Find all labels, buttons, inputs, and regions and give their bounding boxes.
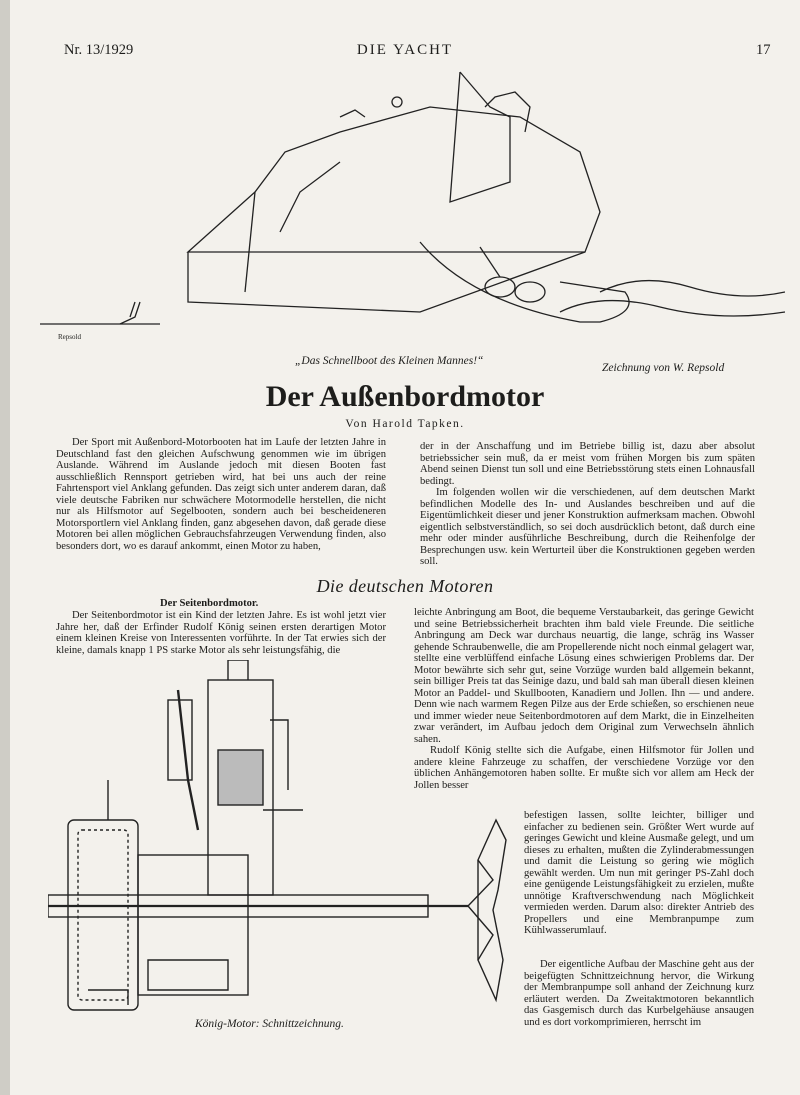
subsection-heading: Der Seitenbordmotor. — [160, 598, 259, 609]
intro-paragraph: der in der Anschaffung und im Betriebe billig ist, dazu aber absolut betriebssicher sein muß, da er meist vom frühen Morgen bis zum späten Abend seinen Dienst tun soll und eine Betriebsstörung stets einen Lohnausfall bedingt. — [420, 441, 755, 487]
cartoon-illustration — [40, 62, 785, 362]
artist-signature: Repsold — [58, 333, 81, 341]
body-column-right-narrow — [524, 810, 754, 937]
magazine-title: DIE YACHT — [356, 42, 454, 58]
body-column-right-narrow-2 — [524, 959, 754, 1028]
article-byline: Von Harold Tapken. — [345, 418, 465, 430]
illustration-caption: „Das Schnellboot des Kleinen Mannes!“ — [295, 355, 484, 367]
issue-number: Nr. 13/1929 — [64, 42, 134, 58]
engine-cross-section-drawing — [48, 660, 523, 1042]
body-paragraph: Rudolf König stellte sich die Aufgabe, einen Hilfsmotor für Jollen und andere kleine Fahrzeuge zu schaffen, der verschiedene Vorzüge vor den üblichen Anhängemotoren haben sollte. Er mußte sich vor allem am Heck der Jollen besser — [414, 745, 754, 791]
binding-margin — [0, 0, 10, 1095]
article-title: Der Außenbordmotor — [265, 380, 545, 413]
intro-column-left — [56, 437, 386, 552]
page-number: 17 — [756, 42, 771, 58]
section-heading: Die deutschen Motoren — [316, 576, 494, 596]
body-paragraph: befestigen lassen, sollte leichter, billiger und einfacher zu bedienen sein. Größter Wert wurde auf geringes Gewicht und kleine Ausmaße gelegt, und um dieses zu erhalten, mußten die Zylinderabmessungen und damit die Leistung so gering wie möglich gewählt werden. Um nun mit geringer PS-Zahl doch eine genügende Leistungsfähigkeit zu erzielen, mußte unnötige Kraftverschwendung nach Möglichkeit vermieden werden. Darum also: direkter Antrieb des Propellers und eine Membranpumpe zum Kühlwasserumlauf. — [524, 810, 754, 936]
magazine-page — [10, 0, 800, 1095]
intro-column-right — [420, 441, 755, 568]
intro-paragraph: Der Sport mit Außenbord-Motorbooten hat im Laufe der letzten Jahre in Deutschland fast den gleichen Aufschwung genommen wie im übrigen Auslande. Während im Auslande jedoch mit diesen Booten fast ausschließlich Rennsport getrieben wird, hat bei uns auch der reine Fahrtensport viel Anklang gefunden. Das zeigt sich unter anderem daran, daß viele deutsche Fabriken nur schwächere Motormodelle herstellen, die nicht nur als Hilfsmotor auf Segelbooten, sondern auch bei bescheideneren Motorsportlern viel Anklang finden, ganz abgesehen davon, daß gerade diese Motoren bei allen möglichen Gebrauchsfahrzeugen Verwendung finden, also besonders dort, wo es darauf ankommt, einen Motor zu haben, — [56, 437, 386, 552]
body-paragraph: Der Seitenbordmotor ist ein Kind der letzten Jahre. Es ist wohl jetzt vier Jahre her, daß der Erfinder Rudolf König seinen ersten derartigen Motor einem kleinen Kreise von Interessenten vorführte. In der Tat erwies sich der kleine, damals knapp 1 PS starke Motor als sehr leistungsfähig, die — [56, 610, 386, 656]
intro-paragraph: Im folgenden wollen wir die verschiedenen, auf dem deutschen Markt befindlichen Modelle des In- und Auslandes beschreiben und auf die Eigentümlichkeit dieser und jener Konstruktion aufmerksam machen. Obwohl eigentlich selbstverständlich, so sei doch ausdrücklich betont, daß durch eine mehr oder minder ausführliche Beschreibung, durch die Reihenfolge der Besprechungen usw. kein Werturteil über die Konstruktionen gegeben werden soll. — [420, 487, 755, 567]
figure-caption: König-Motor: Schnittzeichnung. — [195, 1018, 344, 1030]
body-paragraph: Der eigentliche Aufbau der Maschine geht aus der beigefügten Schnittzeichnung hervor, die Wirkung der Membranpumpe soll anhand der Zeichnung kurz erläutert werden. Da Zweitaktmotoren bekanntlich das Gasgemisch durch das Kurbelgehäuse ansaugen und es dort vorkomprimieren, herrscht im — [524, 959, 754, 1028]
illustration-credit: Zeichnung von W. Repsold — [602, 362, 725, 374]
body-paragraph: leichte Anbringung am Boot, die bequeme Verstaubarkeit, das geringe Gewicht und seine Betriebssicherheit brachten ihm bald viele Freunde. Die seitliche Anbringung am Deck war durchaus neuartig, die lange, schräg ins Wasser gehende Schraubenwelle, die am Propellerende nicht noch einmal gelagert war, stellte eine verblüffend einfache Lösung eines schwierigen Problems dar. Der Motor bewährte sich sehr gut, seine Vorzüge wurden bald allgemein bekannt, sein billiger Preis tat das Seinige dazu, und bald sah man überall diesen kleinen Motor an Paddel- und Skullbooten, Kanadiern und Jollen. Ihn — und andere. Denn wie nach warmem Regen Pilze aus der Erde schießen, so erschienen neue und immer wieder neue Seitenbordmotoren auf dem Markt, die in Einzelheiten zwar verändert, im Aufbau jedoch dem Original zum Verwechseln ähnlich sahen. — [414, 607, 754, 745]
body-column-left — [56, 610, 386, 656]
